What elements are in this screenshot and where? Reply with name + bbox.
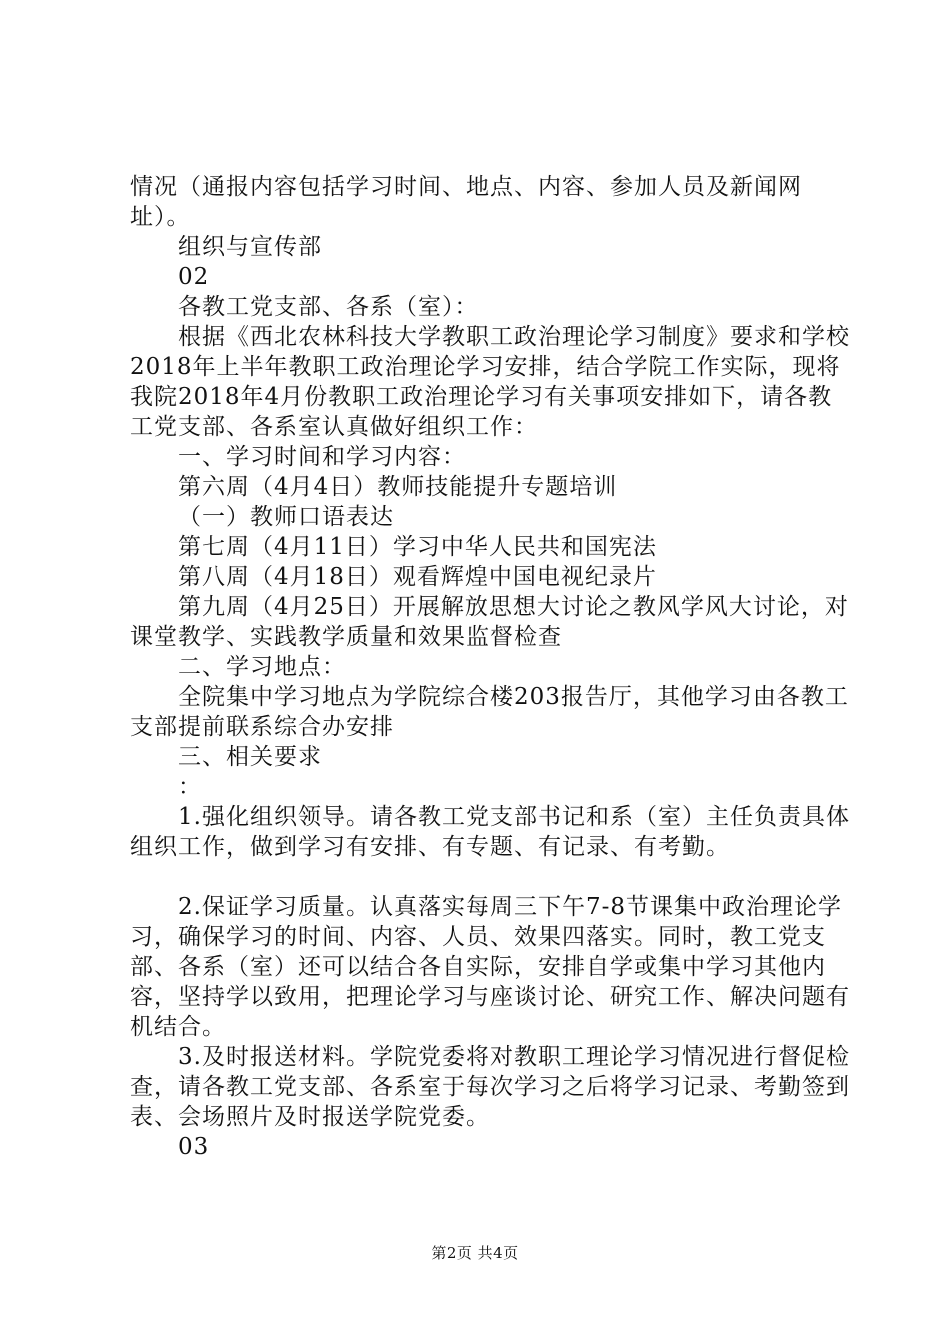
schedule-week-7: 第七周（4月11日）学习中华人民共和国宪法: [178, 534, 657, 560]
paragraph-location: 全院集中学习地点为学院综合楼203报告厅，其他学习由各教工支部提前联系综合办安排: [130, 684, 849, 740]
section-number-02: 02: [178, 264, 210, 290]
heading-requirements: 三、相关要求: [178, 744, 322, 770]
schedule-subitem-1: （一）教师口语表达: [178, 504, 394, 530]
heading-study-time: 一、学习时间和学习内容：: [178, 444, 466, 470]
paragraph-department: 组织与宣传部: [178, 234, 322, 260]
requirement-2: 2.保证学习质量。认真落实每周三下午7-8节课集中政治理论学习，确保学习的时间、内容、人员、效果四落实。同时，教工党支部、各系（室）还可以结合各自实际，安排自学或集中学习其他内容，坚持学以致用，把理论学习与座谈讨论、研究工作、解决问题有机结合。: [130, 894, 850, 1040]
schedule-week-6: 第六周（4月4日）教师技能提升专题培训: [178, 474, 618, 500]
page-number: 第2页 共4页: [431, 1244, 519, 1262]
section-number-03: 03: [178, 1134, 210, 1160]
heading-requirements-colon: ：: [178, 774, 202, 800]
schedule-week-8: 第八周（4月18日）观看辉煌中国电视纪录片: [178, 564, 657, 590]
heading-study-location: 二、学习地点：: [178, 654, 346, 680]
requirement-1: 1.强化组织领导。请各教工党支部书记和系（室）主任负责具体组织工作，做到学习有安排、有专题、有记录、有考勤。: [130, 804, 850, 860]
paragraph-notice-content: 情况（通报内容包括学习时间、地点、内容、参加人员及新闻网址）。: [130, 174, 802, 230]
schedule-week-9: 第九周（4月25日）开展解放思想大讨论之教风学风大讨论，对课堂教学、实践教学质量和效果监督检查: [130, 594, 849, 650]
page-footer: [0, 1243, 950, 1263]
paragraph-intro: 根据《西北农林科技大学教职工政治理论学习制度》要求和学校2018年上半年教职工政治理论学习安排，结合学院工作实际，现将我院2018年4月份教职工政治理论学习有关事项安排如下，请各教工党支部、各系室认真做好组织工作：: [130, 324, 850, 440]
document-body: [130, 172, 850, 1162]
paragraph-salutation: 各教工党支部、各系（室）：: [178, 294, 479, 320]
requirement-3: 3.及时报送材料。学院党委将对教职工理论学习情况进行督促检查，请各教工党支部、各系室于每次学习之后将学习记录、考勤签到表、会场照片及时报送学院党委。: [130, 1044, 850, 1130]
